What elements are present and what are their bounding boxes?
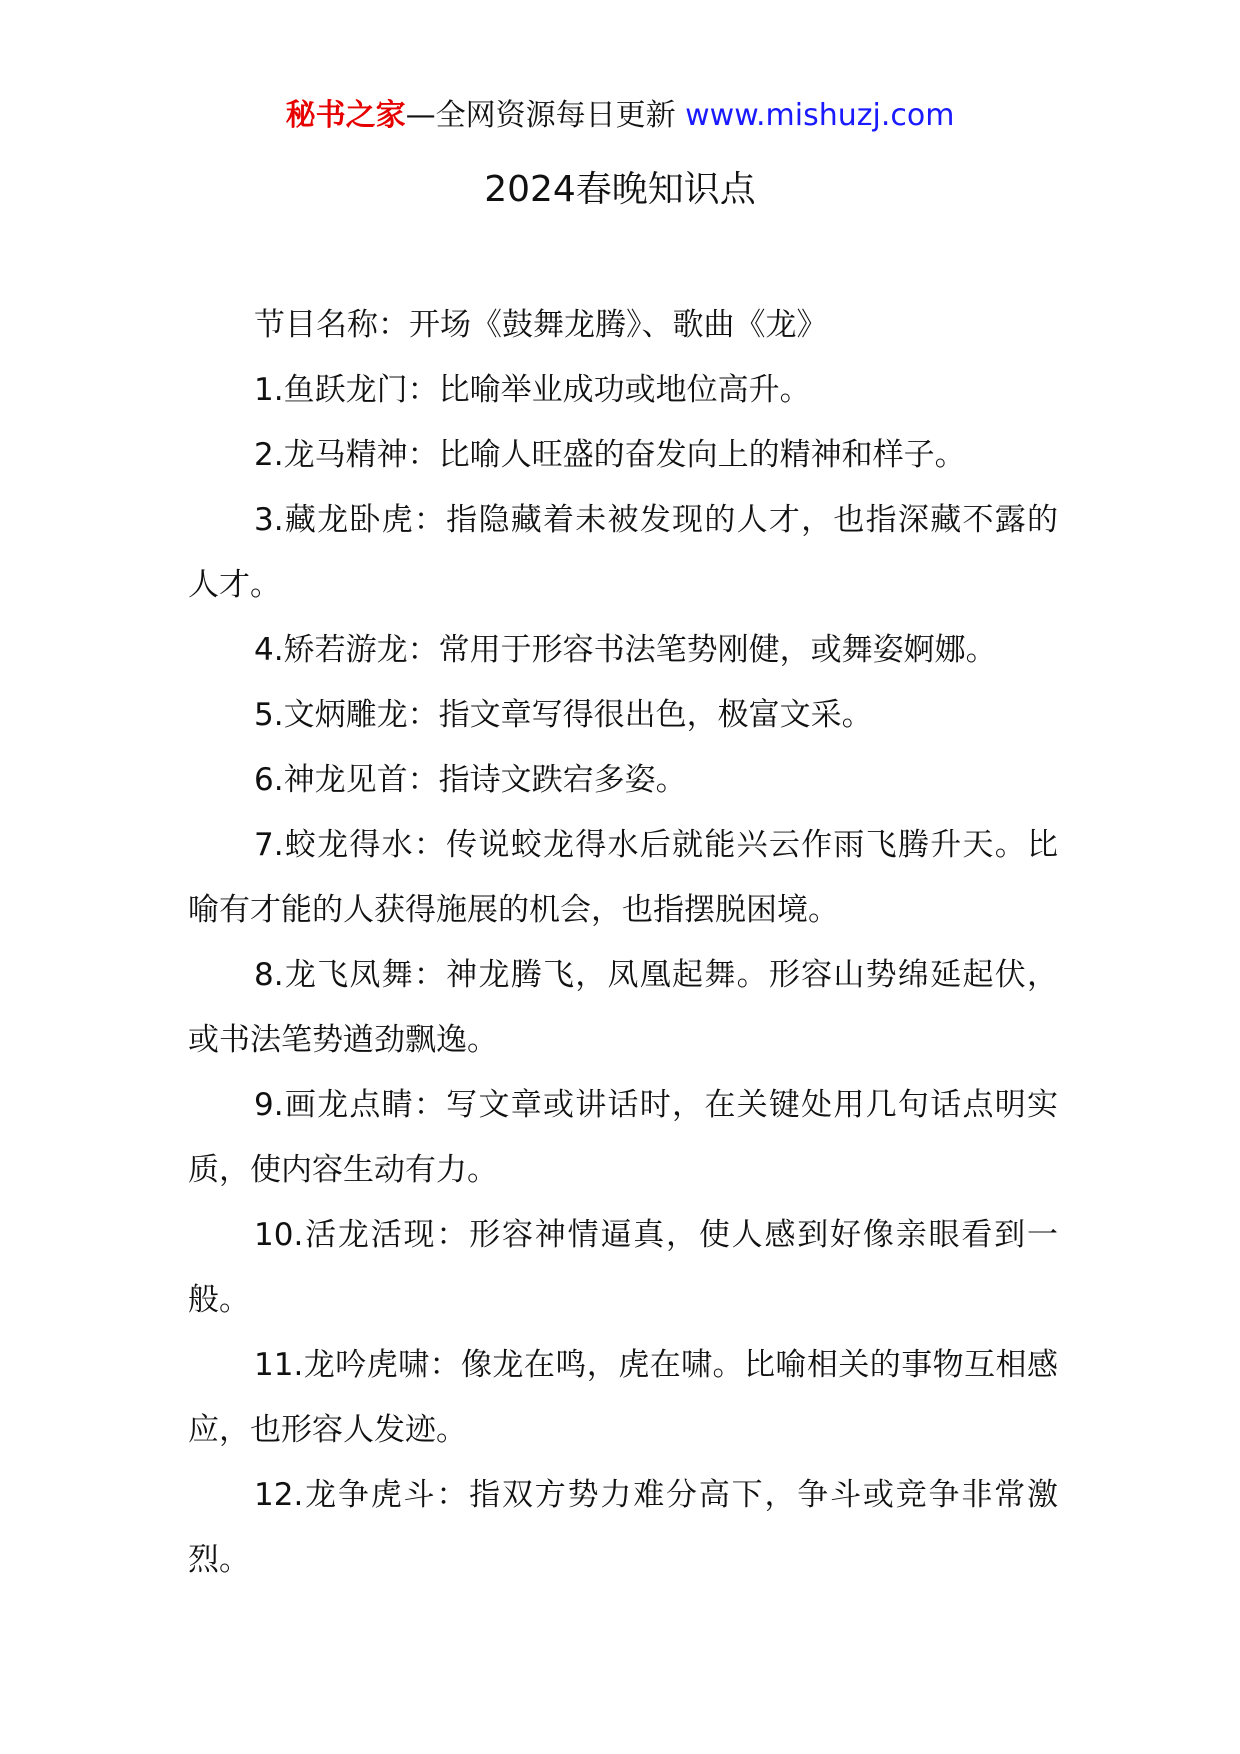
list-item: 7.蛟龙得水：传说蛟龙得水后就能兴云作雨飞腾升天。比喻有才能的人获得施展的机会，也指摆脱困境。 [188,827,1058,928]
page-title: 2024春晚知识点 [484,169,756,210]
site-header [0,96,1240,136]
list-item: 10.活龙活现：形容神情逼真，使人感到好像亲眼看到一般。 [188,1217,1058,1318]
list-item: 11.龙吟虎啸：像龙在鸣，虎在啸。比喻相关的事物互相感应，也形容人发迹。 [188,1347,1058,1448]
list-item: 9.画龙点睛：写文章或讲话时，在关键处用几句话点明实质，使内容生动有力。 [188,1087,1058,1188]
document-body [188,293,1058,1593]
list-item: 12.龙争虎斗：指双方势力难分高下，争斗或竞争非常激烈。 [188,1477,1058,1578]
site-url-link[interactable]: www.mishuzj.com [685,98,955,133]
site-tagline: —全网资源每日更新 [405,98,676,133]
list-item: 4.矫若游龙：常用于形容书法笔势刚健，或舞姿婀娜。 [254,632,997,668]
list-item: 2.龙马精神：比喻人旺盛的奋发向上的精神和样子。 [254,437,966,473]
brand-name: 秘书之家 [285,98,406,133]
list-item: 1.鱼跃龙门：比喻举业成功或地位高升。 [254,372,811,408]
program-name-paragraph: 节目名称：开场《鼓舞龙腾》、歌曲《龙》 [254,307,828,343]
list-item: 8.龙飞凤舞：神龙腾飞，凤凰起舞。形容山势绵延起伏，或书法笔势遒劲飘逸。 [188,957,1058,1058]
list-item: 5.文炳雕龙：指文章写得很出色，极富文采。 [254,697,873,733]
list-item: 6.神龙见首：指诗文跌宕多姿。 [254,762,687,798]
list-item: 3.藏龙卧虎：指隐藏着未被发现的人才，也指深藏不露的人才。 [188,502,1058,603]
